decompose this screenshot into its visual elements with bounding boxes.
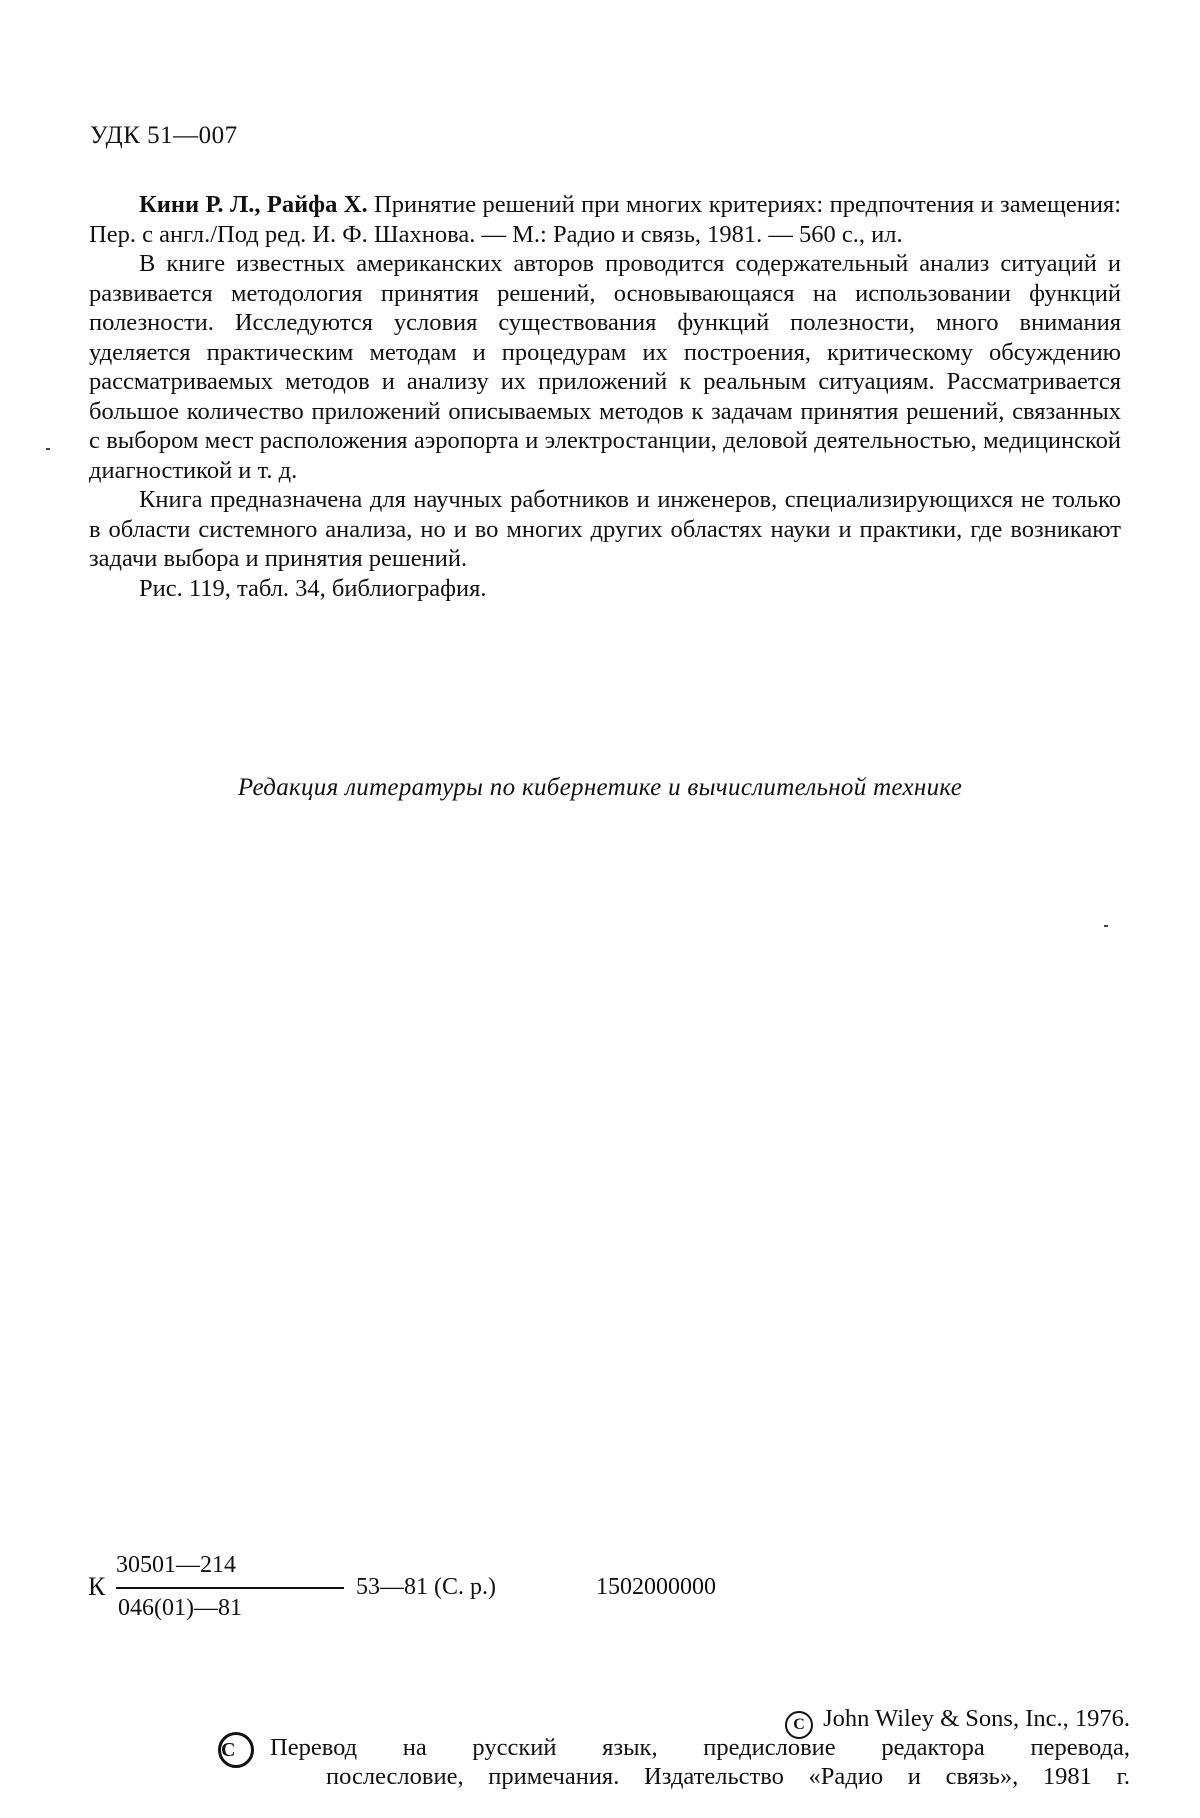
index-denominator: 046(01)—81 <box>118 1595 242 1621</box>
udk-classification <box>90 122 238 150</box>
editorial-office: Редакция литературы по кибернетике и вычислительной технике <box>237 774 963 801</box>
index-fraction-line <box>116 1587 344 1589</box>
audience-paragraph: Книга предназначена для научных работников и инженеров, специализирующихся не только в области системного анализа, но и во многих других областях науки и практики, где возникают задачи выбора и принятия решений. <box>89 486 1121 572</box>
index-code: 1502000000 <box>596 1574 716 1600</box>
index-suffix: 53—81 (С. р.) <box>356 1574 496 1600</box>
udk-code: 51—007 <box>147 122 238 149</box>
annotation-paragraph: В книге известных американских авторов проводится содержательный анализ ситуаций и развивается методология принятия решений, основывающаяся на использовании функций полезности. Исследуются условия существования функций полезности, много внимания уделяется практическим методам и процедурам их построения, критическому обсуждению рассматриваемых методов и анализу их приложений к реальным ситуациям. Рассматривается большое количество приложений описываемых методов к задачам принятия решений, связанных с выбором мест расположения аэропорта и электростанции, деловой деятельностью, медицинской диагностикой и т. д. <box>89 250 1121 484</box>
book-authors: Кини Р. Л., Райфа Х. <box>139 191 368 218</box>
bibliographic-abstract <box>89 190 1121 603</box>
figures-tables-note: Рис. 119, табл. 34, библиография. <box>139 574 487 602</box>
index-letter: К <box>88 1572 106 1601</box>
book-citation: Принятие решений при многих критериях: предпочтения и замещения: Пер. с англ./Под ред. И. Ф. Шахнова. — М.: Радио и связь, 1981. — 560 с., ил. <box>89 191 1122 248</box>
publication-index <box>88 1552 788 1632</box>
original-copyright-text: John Wiley & Sons, Inc., 1976. <box>823 1705 1130 1732</box>
bibliographic-entry <box>89 190 1121 249</box>
translation-copyright-line-2: послесловие, примечания. Издательство «Радио и связь», 1981 г. <box>326 1763 1130 1790</box>
index-numerator: 30501—214 <box>116 1552 236 1578</box>
copyright-icon: C <box>218 1732 254 1768</box>
copyright-icon: C <box>785 1711 813 1739</box>
udk-label: УДК <box>90 122 141 149</box>
scan-speck <box>1104 925 1108 927</box>
copyright-block <box>221 1704 1130 1790</box>
translation-copyright-text-1: Перевод на русский язык, предисловие редактора перевода, <box>270 1734 1130 1761</box>
translation-copyright-line-1 <box>221 1733 1130 1762</box>
scan-speck <box>46 448 50 450</box>
